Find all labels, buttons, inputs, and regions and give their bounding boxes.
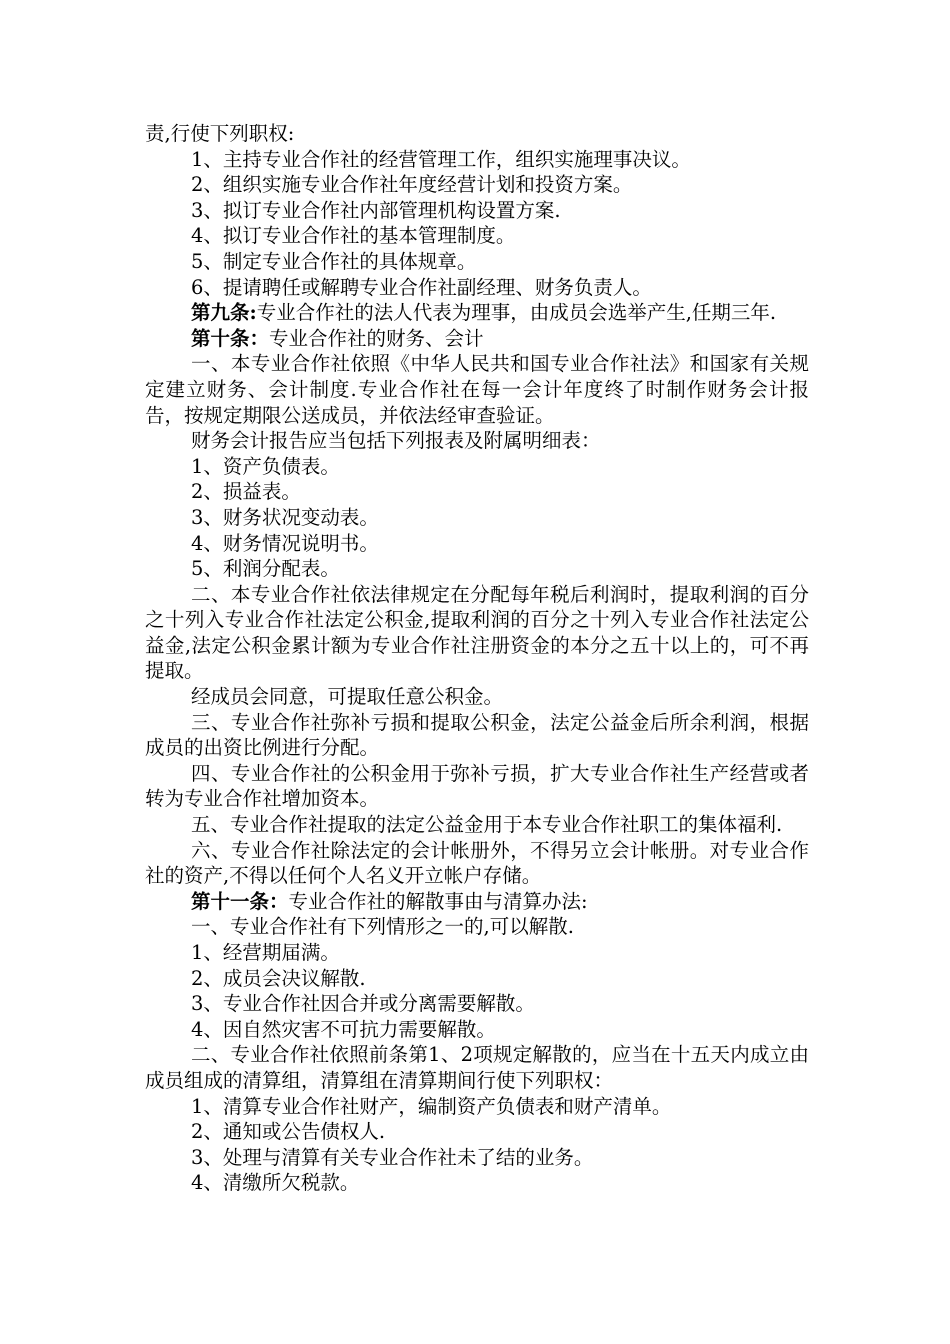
paragraph-text: 2、损益表。 xyxy=(191,480,301,504)
paragraph xyxy=(145,275,809,301)
paragraph-text: 5、制定专业合作社的具体规章。 xyxy=(191,249,477,273)
paragraph-text: 2、组织实施专业合作社年度经营计划和投资方案。 xyxy=(191,173,633,197)
article-heading: 第九条: xyxy=(191,301,257,325)
paragraph-text: 专业合作社的财务、会计 xyxy=(269,326,484,350)
paragraph xyxy=(145,710,809,761)
article-heading-paragraph xyxy=(145,300,809,326)
paragraph xyxy=(145,121,809,147)
paragraph xyxy=(145,531,809,557)
paragraph xyxy=(145,1017,809,1043)
paragraph xyxy=(145,1042,809,1093)
paragraph xyxy=(145,172,809,198)
paragraph xyxy=(145,223,809,249)
paragraph-text: 六、专业合作社除法定的会计帐册外，不得另立会计帐册。对专业合作社的资产,不得以任何个人名义开立帐户存储。 xyxy=(145,838,809,888)
paragraph xyxy=(145,812,809,838)
paragraph-text: 专业合作社的法人代表为理事，由成员会选举产生,任期三年. xyxy=(256,301,777,325)
paragraph xyxy=(145,556,809,582)
paragraph-text: 1、主持专业合作社的经营管理工作，组织实施理事决议。 xyxy=(191,147,691,171)
paragraph xyxy=(145,1119,809,1145)
paragraph-text: 三、专业合作社弥补亏损和提取公积金，法定公益金后所余利润，根据成员的出资比例进行分配。 xyxy=(145,710,809,760)
paragraph-text: 五、专业合作社提取的法定公益金用于本专业合作社职工的集体福利. xyxy=(191,813,783,837)
paragraph-text: 3、拟订专业合作社内部管理机构设置方案. xyxy=(191,198,561,222)
paragraph xyxy=(145,198,809,224)
article-heading: 第十条： xyxy=(191,326,270,350)
paragraph-text: 3、处理与清算有关专业合作社未了结的业务。 xyxy=(191,1145,594,1169)
paragraph-text: 4、拟订专业合作社的基本管理制度。 xyxy=(191,224,516,248)
paragraph xyxy=(145,479,809,505)
paragraph xyxy=(145,684,809,710)
paragraph-text: 1、资产负债表。 xyxy=(191,454,340,478)
document-body xyxy=(145,121,809,1196)
paragraph xyxy=(145,1145,809,1171)
paragraph xyxy=(145,351,809,428)
paragraph-text: 3、专业合作社因合并或分离需要解散。 xyxy=(191,992,535,1016)
paragraph-text: 2、通知或公告债权人. xyxy=(191,1120,386,1144)
paragraph xyxy=(145,1170,809,1196)
paragraph xyxy=(145,991,809,1017)
paragraph-text: 3、财务状况变动表。 xyxy=(191,505,379,529)
paragraph xyxy=(145,940,809,966)
paragraph-text: 财务会计报告应当包括下列报表及附属明细表： xyxy=(191,429,601,453)
paragraph xyxy=(145,505,809,531)
paragraph xyxy=(145,454,809,480)
paragraph-text: 二、本专业合作社依法律规定在分配每年税后利润时，提取利润的百分之十列入专业合作社法定公积金,提取利润的百分之十列入专业合作社法定公益金,法定公积金累计额为专业合作社注册资金的本分之五十以上的，可不再提取。 xyxy=(145,582,809,683)
paragraph-text: 1、经营期届满。 xyxy=(191,941,340,964)
paragraph-text: 四、专业合作社的公积金用于弥补亏损，扩大专业合作社生产经营或者转为专业合作社增加资本。 xyxy=(145,761,809,811)
paragraph-text: 责,行使下列职权: xyxy=(145,122,295,145)
paragraph-text: 1、清算专业合作社财产，编制资产负债表和财产清单。 xyxy=(191,1094,672,1118)
paragraph xyxy=(145,249,809,275)
paragraph-text: 专业合作社的解散事由与清算办法: xyxy=(288,889,588,913)
paragraph-text: 4、清缴所欠税款。 xyxy=(191,1171,360,1195)
paragraph xyxy=(145,428,809,454)
paragraph-text: 6、提请聘任或解聘专业合作社副经理、财务负责人。 xyxy=(191,275,652,299)
paragraph-text: 2、成员会决议解散. xyxy=(191,966,366,990)
paragraph xyxy=(145,914,809,940)
article-heading: 第十一条： xyxy=(191,889,289,913)
paragraph xyxy=(145,582,809,684)
paragraph-text: 经成员会同意，可提取任意公积金。 xyxy=(191,685,504,709)
article-heading-paragraph xyxy=(145,326,809,352)
paragraph xyxy=(145,147,809,173)
paragraph-text: 一、本专业合作社依照《中华人民共和国专业合作社法》和国家有关规定建立财务、会计制度.专业合作社在每一会计年度终了时制作财务会计报告，按规定期限公送成员，并依法经审查验证。 xyxy=(145,352,809,427)
paragraph-text: 4、财务情况说明书。 xyxy=(191,531,379,555)
paragraph-text: 一、专业合作社有下列情形之一的,可以解散. xyxy=(191,915,574,939)
paragraph xyxy=(145,1094,809,1120)
paragraph-text: 5、利润分配表。 xyxy=(191,557,340,581)
paragraph-text: 二、专业合作社依照前条第1、2项规定解散的，应当在十五天内成立由成员组成的清算组，清算组在清算期间行使下列职权： xyxy=(145,1043,809,1092)
paragraph xyxy=(145,966,809,992)
paragraph xyxy=(145,761,809,812)
paragraph xyxy=(145,838,809,889)
article-heading-paragraph xyxy=(145,889,809,915)
paragraph-text: 4、因自然灾害不可抗力需要解散。 xyxy=(191,1017,496,1041)
